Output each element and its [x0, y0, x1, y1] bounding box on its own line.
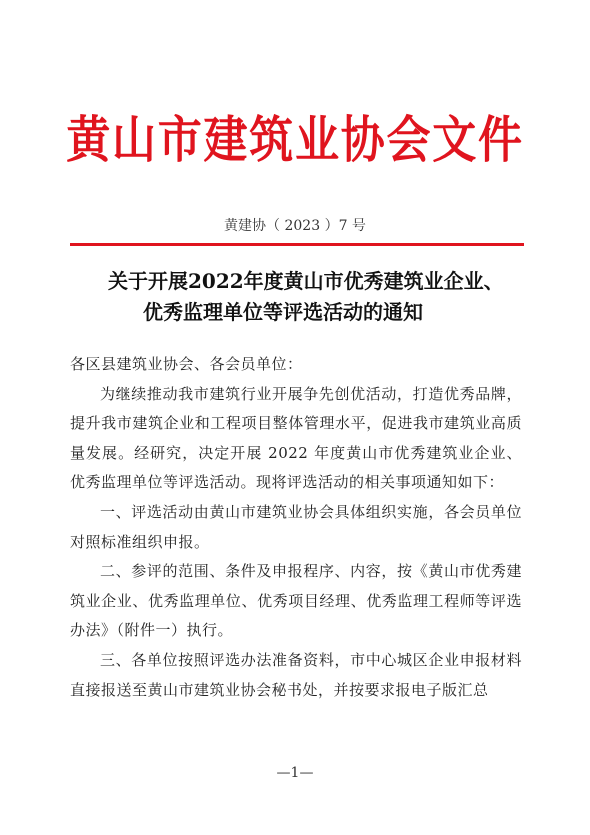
salutation: 各区县建筑业协会、各会员单位： — [70, 355, 303, 373]
notice-body — [70, 350, 522, 705]
paragraph-item-1: 一、评选活动由黄山市建筑业协会具体组织实施，各会员单位对照标准组织申报。 — [70, 502, 522, 551]
notice-title-line-1: 关于开展2022年度黄山市优秀建筑业企业、 — [108, 269, 504, 293]
notice-title — [70, 266, 530, 328]
page-number: —1— — [276, 765, 314, 781]
paragraph-item-2: 二、参评的范围、条件及申报程序、内容，按《黄山市优秀建筑业企业、优秀监理单位、优秀项目经理、优秀监理工程师等评选办法》（附件一）执行。 — [70, 562, 522, 640]
paragraph-intro: 为继续推动我市建筑行业开展争先创优活动，打造优秀品牌，提升我市建筑企业和工程项目整体管理水平，促进我市建筑业高质量发展。经研究，决定开展 2022 年度黄山市优秀建筑业企业、优秀监理单位等评选活动。现将评选活动的相关事项通知如下： — [70, 384, 522, 492]
paragraph-item-3: 三、各单位按照评选办法准备资料，市中心城区企业申报材料直接报送至黄山市建筑业协会秘书处，并按要求报电子版汇总 — [70, 650, 522, 699]
notice-title-line-2: 优秀监理单位等评选活动的通知 — [143, 300, 423, 324]
red-divider — [70, 243, 524, 246]
org-document-title: 黄山市建筑业协会文件 — [66, 111, 524, 169]
document-number: 黄建协（ 2023 ）7 号 — [224, 218, 366, 234]
